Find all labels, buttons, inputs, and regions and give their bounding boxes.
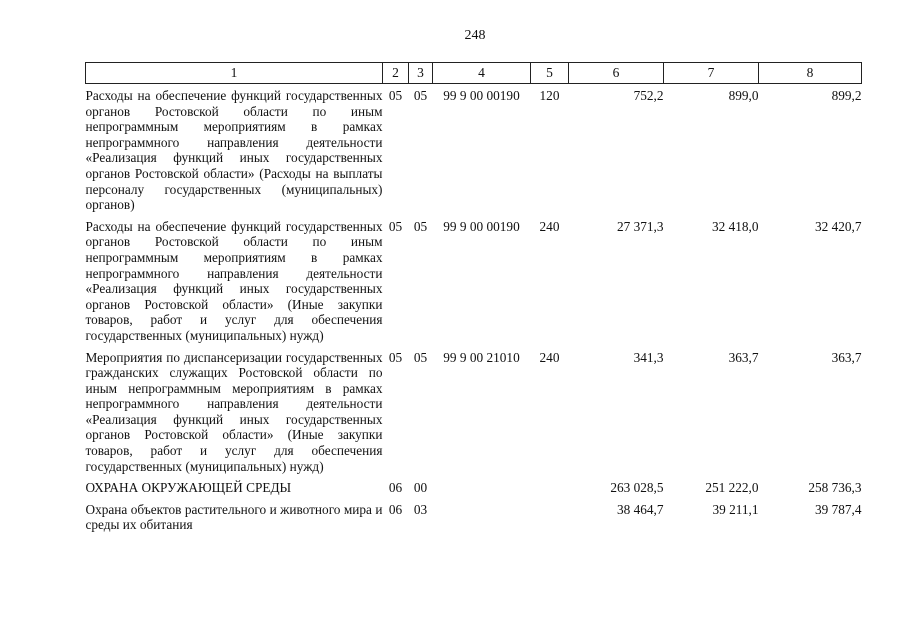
header-col-2: 2: [383, 63, 409, 84]
row-section-code: 06: [388, 480, 403, 496]
table-row: [86, 502, 862, 539]
table-row: [86, 350, 862, 481]
page-number: 248: [464, 28, 486, 43]
row-value-col6: 341,3: [633, 349, 664, 365]
row-value-col7: 251 222,0: [705, 480, 759, 496]
header-row: [86, 63, 862, 84]
row-target-code: 99 9 00 21010: [443, 349, 520, 365]
row-target-code: [433, 480, 531, 502]
row-value-col6: 263 028,5: [610, 480, 664, 496]
row-description: Расходы на обеспечение функций государственных органов Ростовской области по иным непрограммным мероприятиям в рамках непрограммного направления деятельности «Реализация функций иных государственных органов Ростовской области» (Иные закупки товаров, работ и услуг для обеспечения государственных (муниципальных) нужд): [85, 218, 383, 343]
row-description: ОХРАНА ОКРУЖАЮЩЕЙ СРЕДЫ: [85, 480, 292, 496]
row-value-col7: 39 211,1: [712, 501, 759, 517]
row-target-code: [433, 502, 531, 539]
row-subsection-code: 05: [413, 88, 428, 103]
row-target-code: 99 9 00 00190: [443, 218, 520, 234]
header-col-4: 4: [433, 63, 531, 84]
row-expense-type: 240: [539, 218, 560, 234]
row-subsection-code: 05: [413, 349, 428, 365]
row-description: Мероприятия по диспансеризации государственных гражданских служащих Ростовской области по иным непрограммным мероприятиям в рамках непрограммного направления деятельности «Реализация функций иных государственных органов Ростовской области» (Иные закупки товаров, работ и услуг для обеспечения государственных (муниципальных) нужд): [85, 349, 383, 474]
row-target-code: 99 9 00 00190: [443, 88, 520, 103]
header-col-8: 8: [759, 63, 862, 84]
row-subsection-code: 05: [413, 218, 428, 234]
row-expense-type: 240: [539, 349, 560, 365]
table-row: [86, 219, 862, 350]
row-section-code: 05: [388, 349, 403, 365]
row-value-col6: 38 464,7: [616, 501, 664, 517]
header-col-7: 7: [664, 63, 759, 84]
row-description: Охрана объектов растительного и животного мира и среды их обитания: [85, 501, 383, 533]
table-row: [86, 480, 862, 502]
row-section-code: 06: [388, 501, 403, 517]
row-value-col6: 27 371,3: [616, 218, 664, 234]
row-value-col8: 39 787,4: [814, 501, 862, 517]
header-col-6: 6: [569, 63, 664, 84]
row-expense-type: [531, 480, 569, 502]
header-col-3: 3: [409, 63, 433, 84]
row-section-code: 05: [388, 218, 403, 234]
row-value-col6: 752,2: [633, 88, 664, 103]
row-value-col7: 899,0: [728, 88, 759, 103]
row-description: Расходы на обеспечение функций государственных органов Ростовской области по иным непрограммным мероприятиям в рамках непрограммного направления деятельности «Реализация функций иных государственных органов Ростовской области» (Расходы на выплаты персоналу государственных (муниципальных) органов): [85, 88, 383, 213]
row-expense-type: 120: [539, 88, 560, 103]
row-section-code: 05: [388, 88, 403, 103]
row-value-col7: 363,7: [728, 349, 759, 365]
header-col-5: 5: [531, 63, 569, 84]
row-value-col7: 32 418,0: [711, 218, 759, 234]
budget-table: [85, 62, 862, 539]
row-expense-type: [531, 502, 569, 539]
row-subsection-code: 00: [413, 480, 428, 496]
header-col-1: 1: [86, 63, 383, 84]
table-row: [86, 84, 862, 219]
row-value-col8: 258 736,3: [808, 480, 862, 496]
row-value-col8: 32 420,7: [814, 218, 862, 234]
row-subsection-code: 03: [413, 501, 428, 517]
row-value-col8: 363,7: [831, 349, 862, 365]
row-value-col8: 899,2: [831, 88, 862, 103]
